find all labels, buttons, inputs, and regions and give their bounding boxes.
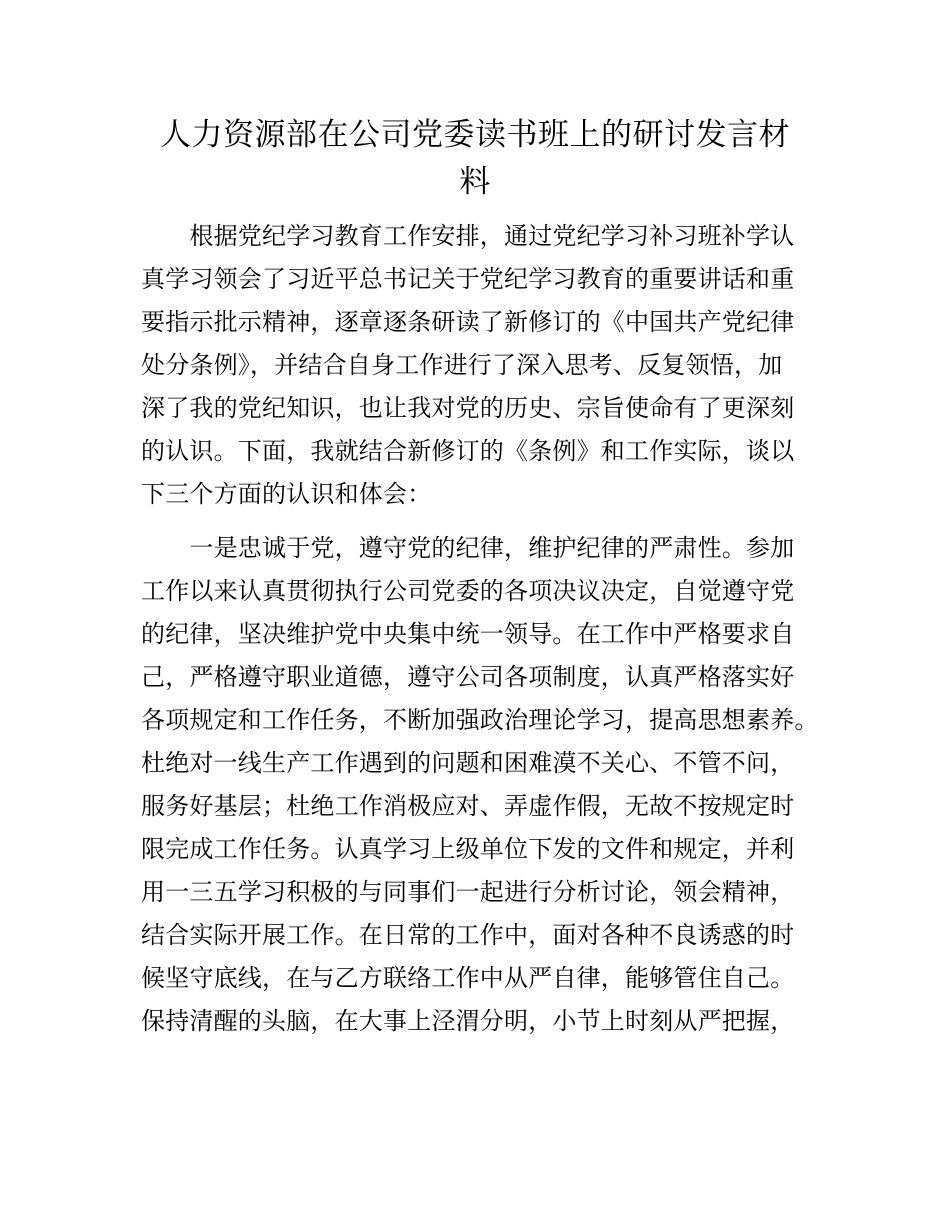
text-line: 根据党纪学习教育工作安排，通过党纪学习补习班补学认 xyxy=(141,222,795,250)
text-line: 服务好基层；杜绝工作消极应对、弄虚作假，无故不按规定时 xyxy=(141,792,795,820)
text-line: 要指示批示精神，逐章逐条研读了新修订的《中国共产党纪律 xyxy=(141,308,795,336)
text-line: 保持清醒的头脑，在大事上泾渭分明，小节上时刻从严把握， xyxy=(141,1007,795,1035)
text-line: 一是忠诚于党，遵守党的纪律，维护纪律的严肃性。参加 xyxy=(141,534,795,562)
text-line: 各项规定和工作任务，不断加强政治理论学习，提高思想素养。 xyxy=(141,706,819,734)
text-line: 的认识。下面，我就结合新修订的《条例》和工作实际，谈以 xyxy=(141,437,795,465)
text-line: 用一三五学习积极的与同事们一起进行分析讨论，领会精神， xyxy=(141,878,795,906)
title-line-2: 料 xyxy=(459,164,491,200)
text-line: 候坚守底线，在与乙方联络工作中从严自律，能够管住自己。 xyxy=(141,964,795,992)
text-line: 处分条例》，并结合自身工作进行了深入思考、反复领悟，加 xyxy=(141,351,783,379)
text-line: 工作以来认真贯彻执行公司党委的各项决议决定，自觉遵守党 xyxy=(141,577,795,605)
title-line-1: 人力资源部在公司党委读书班上的研讨发言材 xyxy=(160,117,790,153)
text-line: 的纪律，坚决维护党中央集中统一领导。在工作中严格要求自 xyxy=(141,620,795,648)
text-line: 杜绝对一线生产工作遇到的问题和困难漠不关心、不管不问， xyxy=(141,749,795,777)
text-line: 己，严格遵守职业道德，遵守公司各项制度，认真严格落实好 xyxy=(141,663,795,691)
text-line: 下三个方面的认识和体会： xyxy=(141,480,432,508)
text-line: 结合实际开展工作。在日常的工作中，面对各种不良诱惑的时 xyxy=(141,921,795,949)
text-line: 限完成工作任务。认真学习上级单位下发的文件和规定，并利 xyxy=(141,835,795,863)
text-line: 深了我的党纪知识，也让我对党的历史、宗旨使命有了更深刻 xyxy=(141,394,795,422)
document-title xyxy=(140,112,810,206)
text-line: 真学习领会了习近平总书记关于党纪学习教育的重要讲话和重 xyxy=(141,265,795,293)
